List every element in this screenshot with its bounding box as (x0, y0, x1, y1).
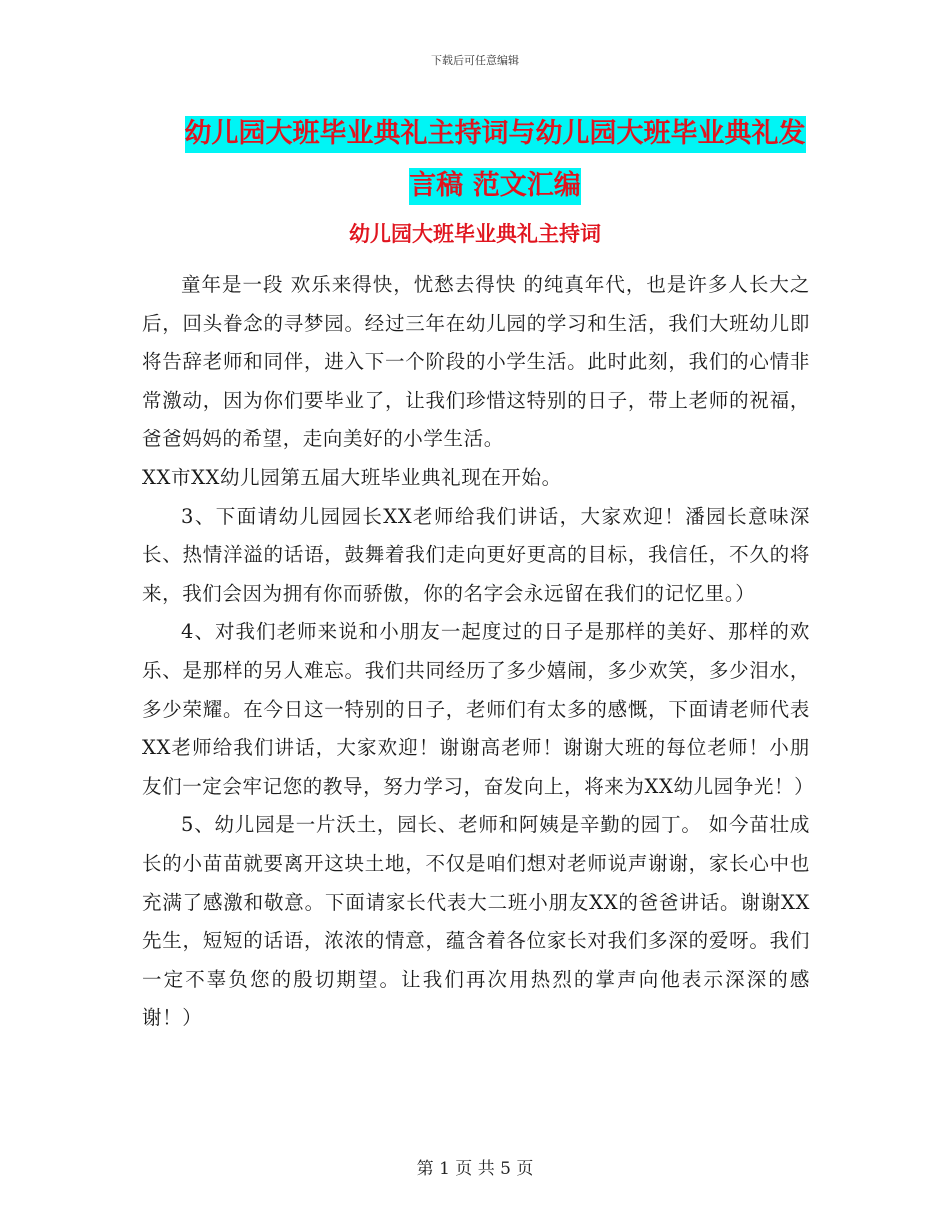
section-heading: 幼儿园大班毕业典礼主持词 (349, 222, 601, 246)
paragraph-item-5: 5、幼儿园是一片沃土，园长、老师和阿姨是辛勤的园丁。 如今苗壮成长的小苗苗就要离开这块土地，不仅是咱们想对老师说声谢谢，家长心中也充满了感激和敬意。下面请家长代表大二班小朋友XX的爸爸讲话。谢谢XX先生，短短的话语，浓浓的情意，蕴含着各位家长对我们多深的爱呀。我们一定不辜负您的殷切期望。让我们再次用热烈的掌声向他表示深深的感谢！） (142, 813, 810, 1030)
paragraph-item-3: 3、下面请幼儿园园长XX老师给我们讲话，大家欢迎！潘园长意味深长、热情洋溢的话语，鼓舞着我们走向更好更高的目标，我信任，不久的将来，我们会因为拥有你而骄傲，你的名字会永远留在我们的记忆里。） (142, 504, 810, 605)
header-note: 下载后可任意编辑 (431, 54, 519, 67)
page-indicator: 第 1 页 共 5 页 (416, 1159, 534, 1179)
paragraph-intro: 童年是一段 欢乐来得快，忧愁去得快 的纯真年代，也是许多人长大之后，回头眷念的寻梦园。经过三年在幼儿园的学习和生活，我们大班幼儿即将告辞老师和同伴，进入下一个阶段的小学生活。此时此刻，我们的心情非常激动，因为你们要毕业了，让我们珍惜这特别的日子，带上老师的祝福，爸爸妈妈的希望，走向美好的小学生活。 (142, 273, 810, 451)
document-body (142, 266, 815, 1038)
paragraph-item-4: 4、对我们老师来说和小朋友一起度过的日子是那样的美好、那样的欢乐、是那样的另人难忘。我们共同经历了多少嬉闹，多少欢笑，多少泪水，多少荣耀。在今日这一特别的日子，老师们有太多的感慨，下面请老师代表XX老师给我们讲话，大家欢迎！谢谢高老师！谢谢大班的每位老师！小朋友们一定会牢记您的教导，努力学习，奋发向上，将来为XX幼儿园争光！） (142, 620, 815, 798)
paragraph-opening-announcement: XX市XX幼儿园第五届大班毕业典礼现在开始。 (142, 465, 562, 489)
document-title-line-2: 言稿 范文汇编 (409, 168, 580, 205)
document-title-line-1: 幼儿园大班毕业典礼主持词与幼儿园大班毕业典礼发 (185, 116, 806, 153)
document-title (150, 108, 840, 212)
